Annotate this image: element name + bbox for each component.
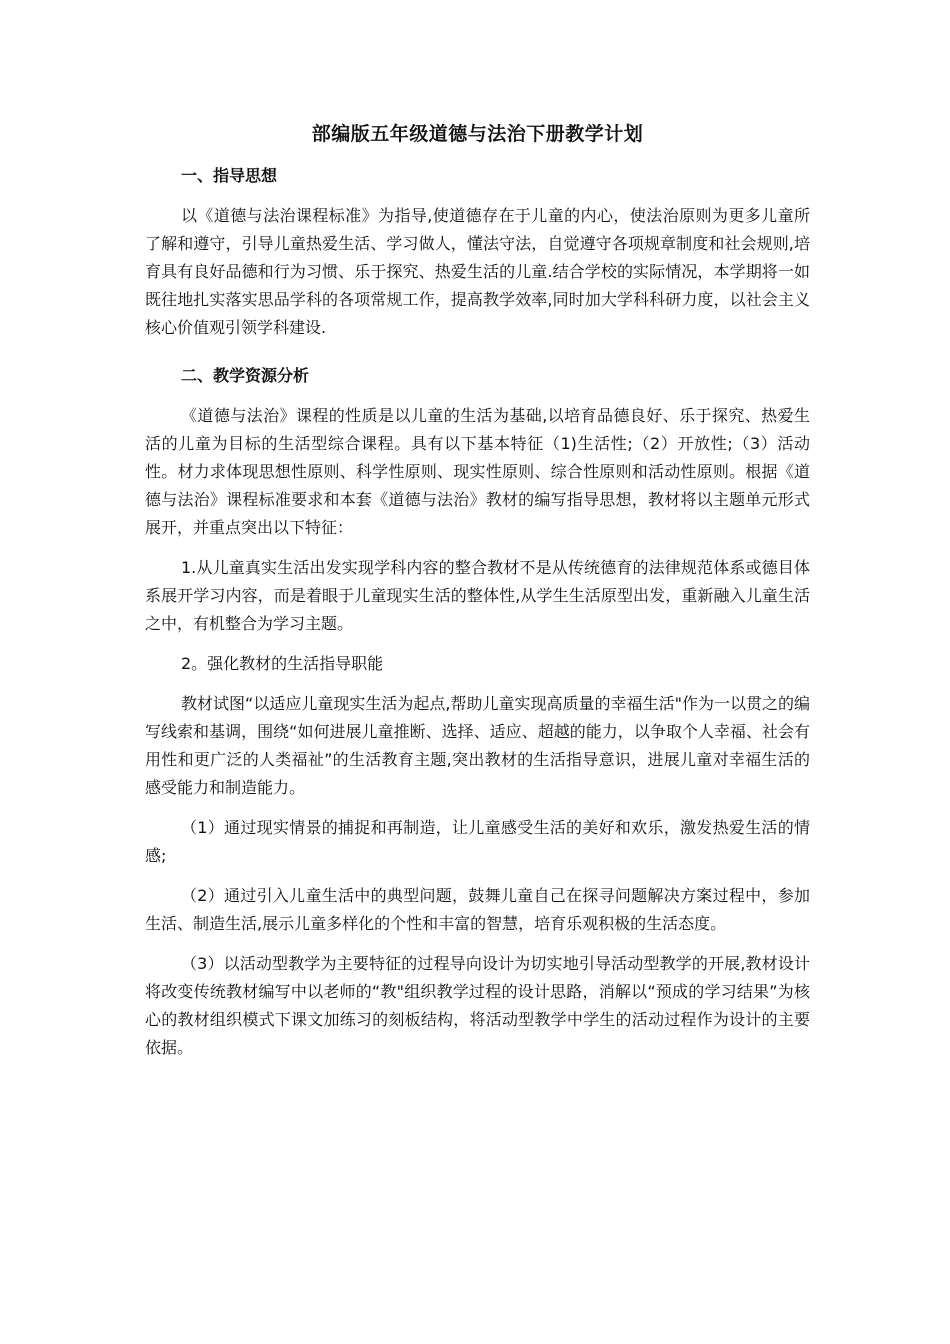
paragraph-point-1: 1.从儿童真实生活出发实现学科内容的整合教材不是从传统德育的法律规范体系或德目体系展开学习内容，而是着眼于儿童现实生活的整体性,从学生生活原型出发，重新融入儿童生活之中，有机整合为学习主题。 [145, 558, 810, 633]
paragraph-resource-intro: 《道德与法治》课程的性质是以儿童的生活为基础,以培育品德良好、乐于探究、热爱生活的儿童为目标的生活型综合课程。具有以下基本特征（1)生活性;（2）开放性;（3）活动性。材力求体现思想性原则、科学性原则、现实性原则、综合性原则和活动性原则。根据《道德与法治》课程标准要求和本套《道德与法治》教材的编写指导思想，教材将以主题单元形式展开，并重点突出以下特征： [145, 406, 810, 537]
paragraph-guiding-ideology: 以《道德与法治课程标准》为指导,使道德存在于儿童的内心，使法治原则为更多儿童所了解和遵守，引导儿童热爱生活、学习做人，懂法守法，自觉遵守各项规章制度和社会规则,培育具有良好品德和行为习惯、乐于探究、热爱生活的儿童.结合学校的实际情况，本学期将一如既往地扎实落实思品学科的各项常规工作，提高教学效率,同时加大学科科研力度，以社会主义核心价值观引领学科建设. [145, 206, 810, 337]
paragraph-point-2-body: 教材试图“以适应儿童现实生活为起点,帮助儿童实现高质量的幸福生活"作为一以贯之的编写线索和基调，围绕“如何进展儿童推断、选择、适应、超越的能力，以争取个人幸福、社会有用性和更广泛的人类福祉”的生活教育主题,突出教材的生活指导意识，进展儿童对幸福生活的感受能力和制造能力。 [145, 694, 810, 797]
document-body [145, 118, 810, 1074]
section-heading-resource-analysis: 二、教学资源分析 [181, 366, 310, 385]
paragraph-sub-point-2: （2）通过引入儿童生活中的典型问题，鼓舞儿童自己在探寻问题解决方案过程中，参加生活、制造生活,展示儿童多样化的个性和丰富的智慧，培育乐观积极的生活态度。 [145, 886, 810, 933]
section-heading-guiding-ideology: 一、指导思想 [181, 166, 278, 185]
paragraph-point-2-heading: 2。强化教材的生活指导职能 [181, 654, 384, 673]
paragraph-sub-point-3: （3）以活动型教学为主要特征的过程导向设计为切实地引导活动型教学的开展,教材设计将改变传统教材编写中以老师的“教"组织教学过程的设计思路，消解以“预成的学习结果”为核心的教材组织模式下课文加练习的刻板结构，将活动型教学中学生的活动过程作为设计的主要依据。 [145, 954, 810, 1057]
paragraph-sub-point-1: （1）通过现实情景的捕捉和再制造，让儿童感受生活的美好和欢乐，激发热爱生活的情感; [145, 818, 810, 865]
section-spacer [145, 354, 810, 362]
document-title: 部编版五年级道德与法治下册教学计划 [311, 123, 644, 145]
